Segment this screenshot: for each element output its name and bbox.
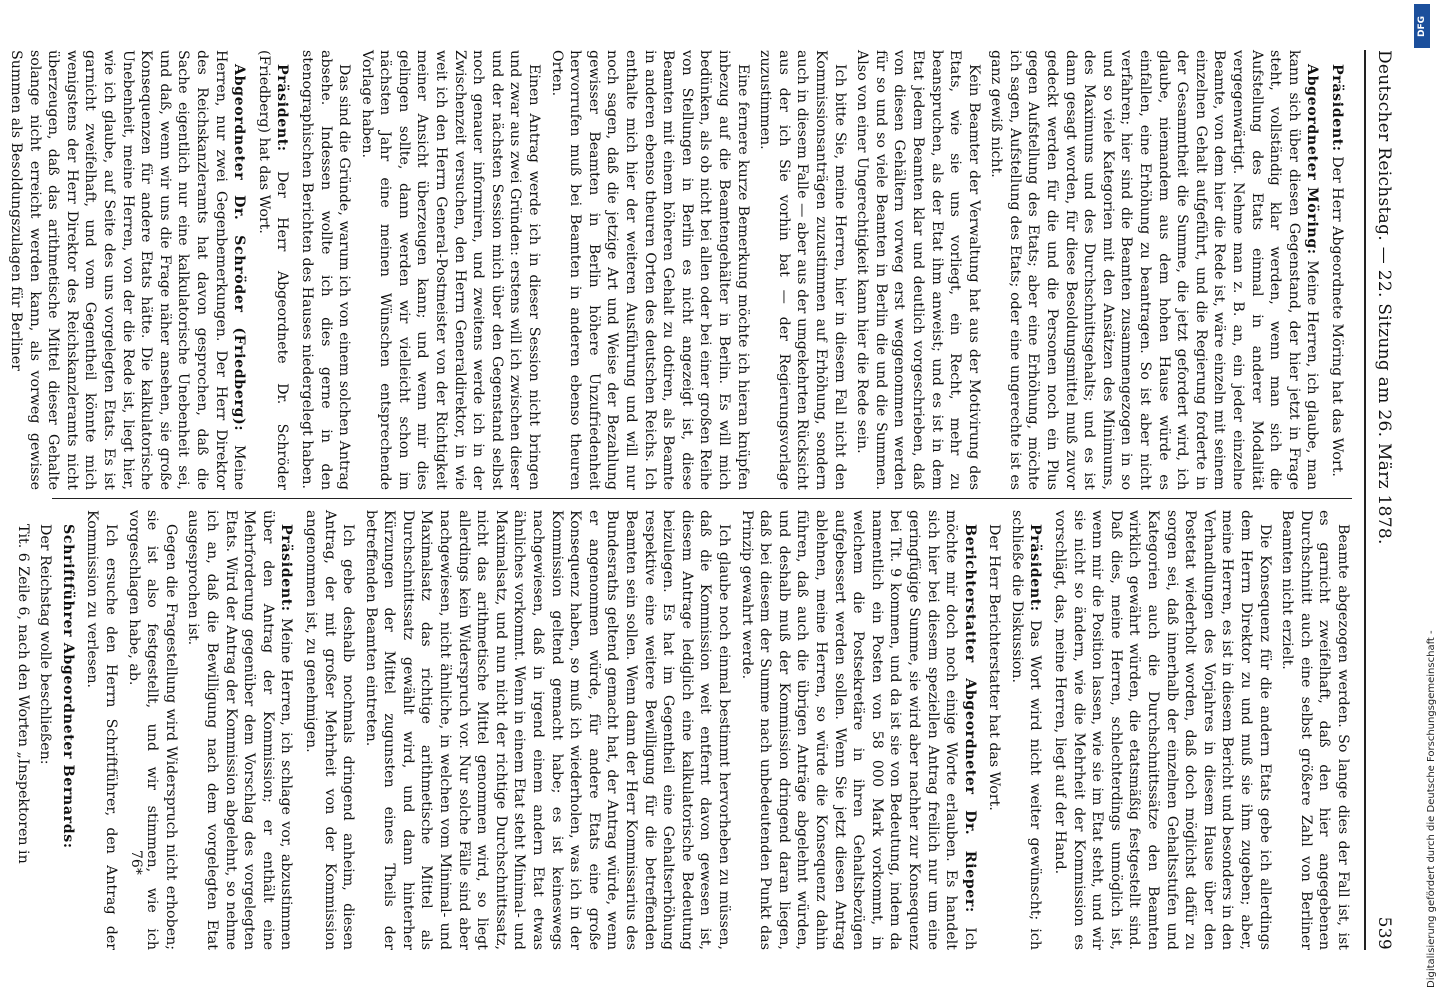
paragraph (361, 510, 733, 950)
paragraph-text: Kein Beamter der Verwaltung hat aus der Motivirung des Etats, wie sie uns vorliegt, ein Recht, mehr zu beanspruchen, als der Etat ihm anweist; und es ist in dem Etat jedem Beamten klar und deutlich vorgeschrieben, daß von diesen Gehältern vorweg erst weggenommen werden für so und so viele Beamten in Berlin die und die Summen. Also von einer Ungerechtigkeit kann hier die Rede sein. (854, 50, 982, 490)
paragraph-text: Das sind die Gründe, warum ich von einem solchen Antrag absehe. Indessen wollte ich dies gerne in den stenographischen Berichten des Hauses niedergelegt haben. (298, 50, 353, 490)
speaker-name: Präsident: (274, 64, 291, 152)
paragraph (357, 50, 543, 490)
paragraph (58, 510, 77, 950)
folio-mark: 76* (128, 850, 144, 875)
paragraph-text: Eine fernere kurze Bemerkung möchte ich hieran knüpfen inbezug auf die Beamtengehälter in Berlin. Es will mich bedünken, als ob nicht bei allen oder bei einer großen Reihe von Stellungen in Berlin es nicht angezeigt ist, diese Beamten mit einem höheren Gehalt zu dotiren, als Beamte in anderen ebenso theuren Orten des deutschen Reichs. Ich enthalte mich hier der weiteren Ausführung und will nur noch sagen, daß die jetzige Art und Weise der Bezahlung gewisser Beamten in Berlin höhere Unzufriedenheit hervorrufen muß bei Beamten in anderen ebenso theuren Orten. (548, 50, 751, 490)
paragraph-text: Ich ersuche den Herrn Schriftführer, den Antrag der Kommission zu verlesen. (84, 510, 119, 950)
right-column (14, 510, 1352, 951)
paragraph-text: Der Herr Abgeordnete Möring hat das Wort. (1329, 156, 1345, 477)
paragraph-text: Die Konsequenz für die andern Etats gebe ich allerdings dem Herrn Direktor zu und muß sie ihm zugeben; aber, meine Herren, es ist in diesem Bericht und besonders in den Verhandlungen des Vorjahres in diesem Hause über den Postetat wiederholt worden, daß doch möglichst dafür zu sorgen sei, daß innerhalb der einzelnen Gehaltsstufen und Kategorien auch die Durchschnittssätze den Beamten wirklich gewährt würden, die etatsmäßig festgestellt sind. Daß dies, meine Herren, schlechterdings unmöglich ist, wenn mir die Position lassen, wie sie im Etat steht, und wir sie nicht so ändern, wie die Mehrheit der Kommission es vorschlägt, das, meine Herren, liegt auf der Hand. (1052, 510, 1273, 950)
paragraph (1278, 510, 1352, 950)
speaker-name: Abgeordneter Möring: (1304, 64, 1321, 255)
paragraph (1007, 510, 1044, 950)
paragraph (36, 510, 55, 950)
paragraph (301, 510, 357, 950)
page-number: 539 (1374, 916, 1394, 950)
paragraph-text: Einen Antrag werde ich in dieser Session nicht bringen und zwar aus zwei Gründen: erstens will ich zwischen dieser und der nächsten Session mich über den Gegenstand selbst noch genauer informiren, und zweitens werde ich in der Zwischenzeit versuchen, den Herrn Generaldirektor, in wie weit ich den Herrn General-Postmeister von der Richtigkeit meiner Ansicht überzeugen kann; und wenn mir dies gelingen sollte, dann werden wir vielleicht schon im nächsten Jahr eine meinen Wünschen entsprechende Vorlage haben. (358, 50, 543, 490)
paragraph (985, 510, 1004, 950)
speaker-name: Präsident: (278, 524, 295, 612)
paragraph-text: Gegen die Fragestellung wird Widerspruch nicht erhoben; sie ist also festgestellt, und wir stimmen, wie ich vorgeschlagen habe, ab. (125, 510, 179, 950)
paragraph (737, 510, 979, 950)
paragraph-text: Meine Herren, ich schlage vor, abzustimmen über den Antrag der Kommission; er enthält eine Mehrforderung gegenüber dem Vorschlag des vorgelegten Etats. Wird der Antrag der Kommission abgelehnt, so nehme ich an, daß die Bewilligung nach dem vorgelegten Etat ausgesprochen ist. (185, 510, 295, 951)
paragraph (1327, 50, 1346, 490)
paragraph-text: Ich glaube noch einmal bestimmt hervorheben zu müssen, daß die Kommission weit entfernt davon gewesen ist, diesem Antrage lediglich eine kalkulatorische Bedeutung beizulegen. Es hat im Gegentheil eine Gehaltserhöhung respektive eine weitere Bewilligung für die betreffenden Beamten sein sollen. Wenn dann der Herr Kommissarius des Bundesraths geltend gemacht hat, der Antrag würde, wenn er angenommen würde, für andere Etats eine große Konsequenz haben, so muß ich wiederholen, was ich in der Kommission geltend gemacht habe; es ist keineswegs nachgewiesen, daß in irgend einem andern Etat etwas ähnliches vorkommt. Wenn in einem Etat steht Minimal- und Maximalsatz, und nun nicht der richtige Durchschnittssatz, nicht das arithmetische Mittel genommen wird, so liegt allerdings kein Widerspruch vor. Nur solche Fälle sind aber nachgewiesen, nicht ähnliche, in welchen vom Minimal- und Maximalsatz das richtige arithmetische Mittel als Durchschnittssatz gewählt wird, und dann hinterher Kürzungen der Mittel zugunsten eines Theils der betreffenden Beamten eintreten. (362, 510, 732, 950)
paragraph (124, 510, 180, 950)
paragraph-text: Ich bitte Sie, meine Herren, hier in diesem Fall nicht den Kommissionsanträgen zuzustimmen auf Erhöhung, sondern auch in diesem Falle — aber aus der umgekehrten Rücksicht aus der ich Sie vorhin bat — der Regierungsvorlage zuzustimmen. (757, 50, 848, 490)
speaker-name: Schriftführer Abgeordneter Bernards: (59, 524, 76, 849)
paragraph (184, 510, 296, 950)
paragraph-text: Tit. 6 Zeile 6, nach den Worten „Inspektoren in (14, 524, 31, 864)
column-divider (52, 498, 1352, 499)
paragraph-text: Der Herr Abgeordnete Dr. Schröder (Friedberg) hat das Wort. (255, 50, 291, 490)
paragraph (83, 510, 120, 950)
digitization-credit: Digitalisierung gefördert durch die Deutsche Forschungsgemeinschaft - (1426, 630, 1437, 988)
paragraph (254, 50, 291, 490)
speaker-name: Präsident: (1027, 524, 1044, 612)
paragraph (13, 510, 32, 950)
paragraph-text: Das Wort wird nicht weiter gewünscht; ich schließe die Diskussion. (1008, 510, 1044, 950)
header-rule (1364, 50, 1366, 950)
paragraph (987, 50, 1322, 490)
paragraph (297, 50, 353, 490)
speaker-name: Abgeordneter Dr. Schröder (Friedberg): (231, 64, 248, 432)
speaker-name: Präsident: (1329, 64, 1345, 152)
paragraph-text: Der Herr Berichterstatter hat das Wort. (986, 524, 1003, 811)
speaker-name: Berichterstatter Abgeordneter Dr. Rieper: (961, 524, 978, 913)
paragraph (547, 50, 752, 490)
paragraph-text: Beamte abgezogen werden. So lange dies der Fall ist, ist es garnicht zweifelhaft, daß den hier angegebenen Durchschnitt auch eine selbst größere Zahl von Berliner Beamten nicht erzielt. (1279, 510, 1351, 950)
paragraph-text: Ich möchte mir doch noch einige Worte erlauben. Es handelt sich hier bei diesem speziellen Antrag freilich nur um eine geringfügige Summe, sie wird aber nachher zur Konsequenz bei Tit. 9 kommen, und da ist sie von Bedeutung, indem da namentlich ein Posten von 58 000 Mark vorkommt, in welchem die Postsekretäre in ihren Gehaltsbezügen aufgebessert werden sollen. Wenn Sie jetzt diesen Antrag ablehnen, meine Herren, so würde die Konsequenz dahin führen, daß auch die übrigen Anträge abgelehnt würden, und deshalb muß der Kommission dringend daran liegen, daß bei diesem der Summe nach unbedeutenden Punkt das Prinzip gewahrt werde. (738, 510, 978, 951)
paragraph (756, 50, 849, 490)
running-head-title: Deutscher Reichstag. — 22. Sitzung am 26. März 1878. (1374, 50, 1394, 545)
paragraph (6, 50, 248, 490)
paragraph-text: Ich gebe deshalb nochmals dringend anheim, diesen Antrag, der mit großer Mehrheit von der Kommission angenommen ist, zu genehmigen. (302, 510, 357, 950)
left-column (8, 50, 1352, 491)
dfg-logo: DFG (1414, 4, 1430, 48)
paragraph-text: Der Reichstag wolle beschließen: (37, 524, 54, 765)
running-head (1362, 50, 1402, 950)
paragraph-text: Meine Herren, nur zwei Gegenbemerkungen. Der Herr Direktor des Reichskanzleramts hat davon gesprochen, daß die Sache eigentlich nur eine kalkulatorische Unebenheit sei, und daß, wenn wir uns die Frage näher ansehen, sie große Konsequenzen für andere Etats hätte. Die kalkulatorische Unebenheit, meine Herren, von der die Rede ist, liegt hier, wie ich glaube, auf Seite des uns vorgelegten Etats. Es ist garnicht zweifelhaft, und vom Gegentheil könnte mich wenigstens der Herr Direktor des Reichskanzleramts nicht überzeugen, daß das arithmetische Mittel dieser Gehalte solange nicht erreicht werden kann, als vorweg gewisse Summen als Besoldungszulagen für Berliner (8, 50, 248, 490)
rotated-page-content (8, 10, 1432, 990)
paragraph (1051, 510, 1274, 950)
paragraph-text: Meine Herren, ich glaube, man kann sich über diesen Gegenstand, der hier jetzt in Frage steht, vollständig klar werden, wenn man sich die Aufstellung des Etats einmal in anderer Modalität vergegenwärtigt. Nehme man z. B. an, ein jeder einzelne Beamte, von dem hier die Rede ist, wäre einzeln mit seinem einzelnen Gehalt aufgeführt, und die Regierung forderte in der Gesammtheit die Summe, die jetzt gefordert wird, ich glaube, niemandem aus dem hohen Hause würde es einfallen, eine Erhöhung zu beantragen. So ist aber nicht verfahren; hier sind die Beamten zusammengezogen in so und so viele Kategorien mit den Ansätzen des Minimums, des Maximums und des Durchschnittsgehalts; und es ist dann gesagt worden, für diese Besoldungsmittel muß zuvor gedeckt werden für die und die Personen noch ein Plus gegen Aufstellung des Etats; aber eine Erhöhung, möchte ich sagen, Aufstellung des Etats; oder eine ungerechte ist es ganz gewiß nicht. (988, 50, 1321, 491)
paragraph (853, 50, 983, 490)
